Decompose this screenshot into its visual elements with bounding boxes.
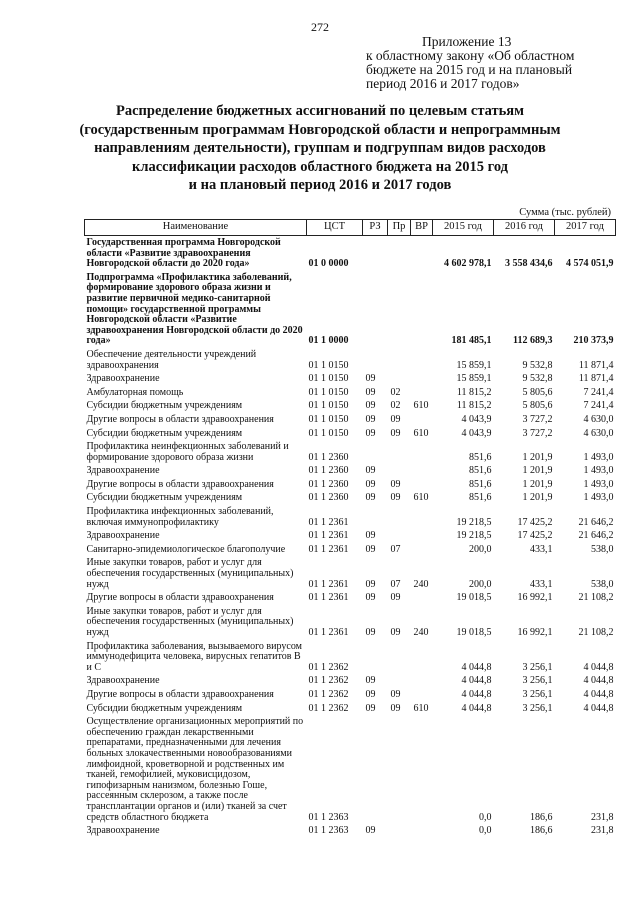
cell-pr xyxy=(388,348,411,372)
cell-y2015: 200,0 xyxy=(469,578,492,590)
table-row xyxy=(85,543,616,557)
cell-name: Субсидии бюджетным учреждениям xyxy=(86,702,243,714)
table-row xyxy=(85,399,616,413)
cell-y2015: 15 859,1 xyxy=(456,373,492,385)
cell-y2017: 231,8 xyxy=(591,825,614,837)
cell-rz: 09 xyxy=(365,492,376,504)
cell-rz: 09 xyxy=(365,465,376,477)
cell-y2015: 15 859,1 xyxy=(456,359,492,371)
table-row xyxy=(85,824,616,838)
cell-y2017: 7 241,4 xyxy=(583,386,614,398)
table-row xyxy=(85,715,616,824)
cell-name: Другие вопросы в области здравоохранения xyxy=(86,413,274,425)
cell-y2015: 19 018,5 xyxy=(456,592,492,604)
cell-pr: 09 xyxy=(390,702,401,714)
table-row xyxy=(85,271,616,348)
cell-vr xyxy=(411,529,433,543)
cell-vr xyxy=(411,824,433,838)
cell-pr xyxy=(388,640,411,675)
header-pr: Пр xyxy=(388,220,411,236)
cell-pr: 09 xyxy=(390,413,401,425)
cell-rz: 09 xyxy=(365,413,376,425)
cell-rz: 09 xyxy=(365,825,376,837)
cell-rz: 09 xyxy=(365,543,376,555)
cell-rz xyxy=(363,715,388,824)
cell-cst: 01 1 0150 xyxy=(308,400,349,412)
cell-name: Подпрограмма «Профилактика заболеваний, формирование здорового образа жизни и развитие первичной медико-санитарной помощи» государственной программы Новгородской области «Развитие здравоохранения Новгородской области до 2020 года» xyxy=(86,271,303,347)
cell-y2017: 4 044,8 xyxy=(583,688,614,700)
table-row xyxy=(85,556,616,591)
cell-pr: 02 xyxy=(390,400,401,412)
cell-y2017: 1 493,0 xyxy=(583,478,614,490)
cell-y2016: 16 992,1 xyxy=(517,592,553,604)
cell-name: Обеспечение деятельности учреждений здравоохранения xyxy=(86,348,257,371)
cell-cst: 01 1 0150 xyxy=(308,386,349,398)
cell-y2017: 210 373,9 xyxy=(573,335,614,347)
cell-y2016: 3 256,1 xyxy=(522,661,553,673)
cell-y2015: 11 815,2 xyxy=(456,400,492,412)
cell-cst: 01 1 0000 xyxy=(308,335,349,347)
cell-rz xyxy=(363,440,388,464)
cell-y2015: 11 815,2 xyxy=(456,386,492,398)
title-line: классификации расходов областного бюджета на 2015 год xyxy=(132,158,508,175)
cell-vr xyxy=(411,543,433,557)
document-title xyxy=(70,102,570,195)
table-header-row xyxy=(85,220,616,236)
cell-name: Санитарно-эпидемиологическое благополучие xyxy=(86,543,286,555)
cell-y2017: 4 044,8 xyxy=(583,675,614,687)
cell-name: Профилактика заболевания, вызываемого вирусом иммунодефицита человека, вирусных гепатитов В и С xyxy=(86,640,302,673)
cell-cst: 01 0 0000 xyxy=(308,258,349,270)
cell-rz: 09 xyxy=(365,675,376,687)
cell-cst: 01 1 2360 xyxy=(308,451,349,463)
cell-name: Иные закупки товаров, работ и услуг для обеспечения государственных (муниципальных) нужд xyxy=(86,605,294,638)
cell-y2017: 4 574 051,9 xyxy=(566,258,614,270)
cell-y2017: 538,0 xyxy=(591,578,614,590)
cell-pr: 09 xyxy=(390,478,401,490)
cell-y2016: 186,6 xyxy=(530,825,553,837)
cell-vr: 610 xyxy=(413,702,429,714)
table-row xyxy=(85,413,616,427)
header-rz: РЗ xyxy=(363,220,388,236)
table-row xyxy=(85,464,616,478)
cell-vr xyxy=(411,715,433,824)
cell-pr xyxy=(388,236,411,271)
table-row xyxy=(85,702,616,716)
cell-vr xyxy=(411,674,433,688)
cell-name: Здравоохранение xyxy=(86,675,160,687)
cell-y2015: 851,6 xyxy=(469,465,492,477)
cell-name: Профилактика неинфекционных заболеваний и формирование здорового образа жизни xyxy=(86,441,289,463)
cell-y2016: 9 532,8 xyxy=(522,359,553,371)
appendix-line: бюджете на 2015 год и на плановый xyxy=(366,62,573,77)
cell-pr: 09 xyxy=(390,592,401,604)
title-line: направлениям деятельности), группам и подгруппам видов расходов xyxy=(94,140,546,156)
cell-y2015: 851,6 xyxy=(469,492,492,504)
cell-cst: 01 1 2361 xyxy=(308,543,349,555)
cell-cst: 01 1 2361 xyxy=(308,516,349,528)
cell-y2017: 21 646,2 xyxy=(578,516,614,528)
cell-vr xyxy=(411,505,433,529)
cell-cst: 01 1 2361 xyxy=(308,530,349,542)
table-row xyxy=(85,372,616,386)
cell-y2016: 3 256,1 xyxy=(522,688,553,700)
cell-vr xyxy=(411,413,433,427)
cell-y2017: 21 108,2 xyxy=(578,627,614,638)
cell-y2017: 538,0 xyxy=(591,543,614,555)
units-note: Сумма (тыс. рублей) xyxy=(519,207,611,218)
table-row xyxy=(85,591,616,605)
cell-y2016: 3 558 434,6 xyxy=(505,258,553,270)
header-vr: ВР xyxy=(411,220,433,236)
cell-y2015: 4 044,8 xyxy=(461,688,492,700)
cell-y2015: 200,0 xyxy=(469,543,492,555)
cell-y2015: 851,6 xyxy=(469,478,492,490)
cell-cst: 01 1 2363 xyxy=(308,811,349,823)
cell-vr xyxy=(411,271,433,348)
cell-name: Здравоохранение xyxy=(86,530,160,542)
cell-y2016: 3 727,2 xyxy=(522,427,553,439)
table-row xyxy=(85,440,616,464)
cell-y2015: 181 485,1 xyxy=(451,335,492,347)
cell-cst: 01 1 0150 xyxy=(308,427,349,439)
cell-y2016: 1 201,9 xyxy=(522,492,553,504)
cell-y2016: 112 689,3 xyxy=(513,335,553,347)
cell-name: Профилактика инфекционных заболеваний, включая иммунопрофилактику xyxy=(86,506,274,528)
cell-cst: 01 1 2360 xyxy=(308,492,349,504)
cell-name: Здравоохранение xyxy=(86,465,160,477)
cell-rz xyxy=(363,236,388,271)
cell-vr: 610 xyxy=(413,427,429,439)
cell-pr: 09 xyxy=(390,627,401,638)
cell-pr xyxy=(388,372,411,386)
cell-name: Другие вопросы в области здравоохранения xyxy=(86,688,274,700)
cell-vr xyxy=(411,386,433,400)
table-row xyxy=(85,674,616,688)
cell-pr xyxy=(388,824,411,838)
cell-name: Амбулаторная помощь xyxy=(86,386,184,398)
cell-y2015: 4 602 978,1 xyxy=(444,258,492,270)
cell-vr xyxy=(411,640,433,675)
cell-pr: 09 xyxy=(390,492,401,504)
table-row xyxy=(85,688,616,702)
cell-pr xyxy=(388,529,411,543)
cell-y2016: 9 532,8 xyxy=(522,373,553,385)
cell-y2016: 433,1 xyxy=(530,543,553,555)
cell-vr xyxy=(411,591,433,605)
cell-y2015: 0,0 xyxy=(479,825,492,837)
table-row xyxy=(85,505,616,529)
table-row xyxy=(85,491,616,505)
cell-y2015: 19 218,5 xyxy=(456,530,492,542)
cell-pr: 07 xyxy=(390,543,401,555)
cell-rz: 09 xyxy=(365,478,376,490)
cell-vr: 240 xyxy=(413,578,429,590)
cell-name: Иные закупки товаров, работ и услуг для обеспечения государственных (муниципальных) нужд xyxy=(86,557,294,590)
table-body xyxy=(85,236,616,838)
cell-y2015: 4 043,9 xyxy=(461,413,492,425)
cell-rz: 09 xyxy=(365,702,376,714)
cell-y2017: 1 493,0 xyxy=(583,492,614,504)
cell-pr xyxy=(388,674,411,688)
appendix-line: период 2016 и 2017 годов» xyxy=(366,76,520,91)
cell-y2017: 11 871,4 xyxy=(578,373,614,385)
cell-name: Субсидии бюджетным учреждениям xyxy=(86,427,243,439)
cell-y2017: 21 646,2 xyxy=(578,530,614,542)
cell-vr: 610 xyxy=(413,400,429,412)
cell-y2015: 4 043,9 xyxy=(461,427,492,439)
cell-y2015: 4 044,8 xyxy=(461,661,492,673)
cell-y2016: 186,6 xyxy=(530,811,553,823)
cell-pr: 09 xyxy=(390,688,401,700)
cell-cst: 01 1 2362 xyxy=(308,661,349,673)
cell-y2016: 3 256,1 xyxy=(522,675,553,687)
cell-rz xyxy=(363,505,388,529)
header-2015: 2015 год xyxy=(433,220,494,236)
cell-vr xyxy=(411,464,433,478)
cell-name: Другие вопросы в области здравоохранения xyxy=(86,592,274,604)
cell-name: Осуществление организационных мероприятий по обеспечению граждан лекарственными препаратами, предназначенными для лечения больных злокачественными новообразованиями лимфоидной, кроветворной и родственных им тканей, гемофилией, муковисцидозом, гипофизарным нанизмом, болезнью Гоше, рассеянным склерозом, а также после трансплантации органов и (или) тканей за счет средств областного бюджета xyxy=(86,716,304,823)
header-2016: 2016 год xyxy=(494,220,555,236)
appendix-block xyxy=(366,35,616,91)
cell-name: Здравоохранение xyxy=(86,373,160,385)
cell-cst: 01 1 2363 xyxy=(308,825,349,837)
cell-cst: 01 1 0150 xyxy=(308,373,349,385)
cell-y2017: 7 241,4 xyxy=(583,400,614,412)
cell-vr: 240 xyxy=(413,627,429,638)
cell-rz: 09 xyxy=(365,592,376,604)
appendix-title: Приложение 13 xyxy=(422,34,512,49)
cell-rz: 09 xyxy=(365,688,376,700)
cell-y2016: 17 425,2 xyxy=(517,516,553,528)
cell-cst: 01 1 2362 xyxy=(308,702,349,714)
cell-y2015: 19 018,5 xyxy=(456,627,492,638)
cell-pr xyxy=(388,464,411,478)
header-2017: 2017 год xyxy=(555,220,616,236)
cell-y2017: 4 044,8 xyxy=(583,661,614,673)
cell-rz xyxy=(363,271,388,348)
cell-cst: 01 1 2361 xyxy=(308,592,349,604)
cell-y2016: 1 201,9 xyxy=(522,465,553,477)
cell-cst: 01 1 2360 xyxy=(308,465,349,477)
cell-vr xyxy=(411,478,433,492)
cell-pr xyxy=(388,715,411,824)
cell-name: Субсидии бюджетным учреждениям xyxy=(86,492,243,504)
table-row xyxy=(85,605,616,640)
cell-y2017: 1 493,0 xyxy=(583,465,614,477)
appendix-line: к областному закону «Об областном xyxy=(366,48,575,63)
table-row xyxy=(85,478,616,492)
title-line: (государственным программам Новгородской области и непрограммным xyxy=(79,121,561,138)
cell-y2016: 1 201,9 xyxy=(522,478,553,490)
header-cst: ЦСТ xyxy=(307,220,363,236)
cell-name: Другие вопросы в области здравоохранения xyxy=(86,478,274,490)
cell-y2017: 11 871,4 xyxy=(578,359,614,371)
cell-rz xyxy=(363,348,388,372)
title-line: и на плановый период 2016 и 2017 годов xyxy=(188,177,452,193)
cell-y2016: 3 256,1 xyxy=(522,702,553,714)
cell-y2016: 5 805,6 xyxy=(522,386,553,398)
cell-rz: 09 xyxy=(365,627,376,638)
cell-y2015: 0,0 xyxy=(479,811,492,823)
budget-table xyxy=(84,219,616,838)
cell-y2015: 851,6 xyxy=(469,451,492,463)
cell-cst: 01 1 2361 xyxy=(308,627,349,638)
table-row xyxy=(85,640,616,675)
table-row xyxy=(85,427,616,441)
cell-y2016: 17 425,2 xyxy=(517,530,553,542)
cell-y2017: 4 630,0 xyxy=(583,427,614,439)
cell-cst: 01 1 0150 xyxy=(308,413,349,425)
page-number: 272 xyxy=(311,20,329,34)
cell-name: Субсидии бюджетным учреждениям xyxy=(86,400,243,412)
cell-rz: 09 xyxy=(365,373,376,385)
cell-y2017: 231,8 xyxy=(591,811,614,823)
cell-vr xyxy=(411,236,433,271)
cell-rz: 09 xyxy=(365,427,376,439)
cell-cst: 01 1 2361 xyxy=(308,578,349,590)
cell-y2015: 4 044,8 xyxy=(461,702,492,714)
cell-cst: 01 1 2362 xyxy=(308,688,349,700)
cell-pr: 07 xyxy=(390,578,401,590)
cell-y2016: 5 805,6 xyxy=(522,400,553,412)
cell-pr: 02 xyxy=(390,386,401,398)
header-name: Наименование xyxy=(85,220,307,236)
cell-name: Государственная программа Новгородской области «Развитие здравоохранения Новгородской области до 2020 года» xyxy=(86,237,281,270)
cell-y2017: 1 493,0 xyxy=(583,451,614,463)
cell-vr xyxy=(411,440,433,464)
cell-y2017: 4 044,8 xyxy=(583,702,614,714)
cell-cst: 01 1 2362 xyxy=(308,675,349,687)
cell-rz: 09 xyxy=(365,386,376,398)
cell-y2016: 1 201,9 xyxy=(522,451,553,463)
title-line: Распределение бюджетных ассигнований по целевым статьям xyxy=(115,103,525,119)
cell-vr xyxy=(411,348,433,372)
cell-name: Здравоохранение xyxy=(86,825,160,837)
cell-y2016: 433,1 xyxy=(530,578,553,590)
cell-rz: 09 xyxy=(365,400,376,412)
cell-y2016: 16 992,1 xyxy=(517,627,553,638)
cell-vr: 610 xyxy=(413,492,429,504)
table-row xyxy=(85,348,616,372)
cell-rz: 09 xyxy=(365,530,376,542)
cell-cst: 01 1 0150 xyxy=(308,359,349,371)
table-row xyxy=(85,236,616,271)
cell-pr: 09 xyxy=(390,427,401,439)
table-row xyxy=(85,529,616,543)
cell-y2017: 4 630,0 xyxy=(583,413,614,425)
cell-y2015: 19 218,5 xyxy=(456,516,492,528)
cell-pr xyxy=(388,440,411,464)
cell-cst: 01 1 2360 xyxy=(308,478,349,490)
table-row xyxy=(85,386,616,400)
cell-y2017: 21 108,2 xyxy=(578,592,614,604)
cell-vr xyxy=(411,372,433,386)
cell-y2015: 4 044,8 xyxy=(461,675,492,687)
cell-pr xyxy=(388,271,411,348)
cell-y2016: 3 727,2 xyxy=(522,413,553,425)
cell-rz xyxy=(363,640,388,675)
cell-pr xyxy=(388,505,411,529)
cell-rz: 09 xyxy=(365,578,376,590)
cell-vr xyxy=(411,688,433,702)
